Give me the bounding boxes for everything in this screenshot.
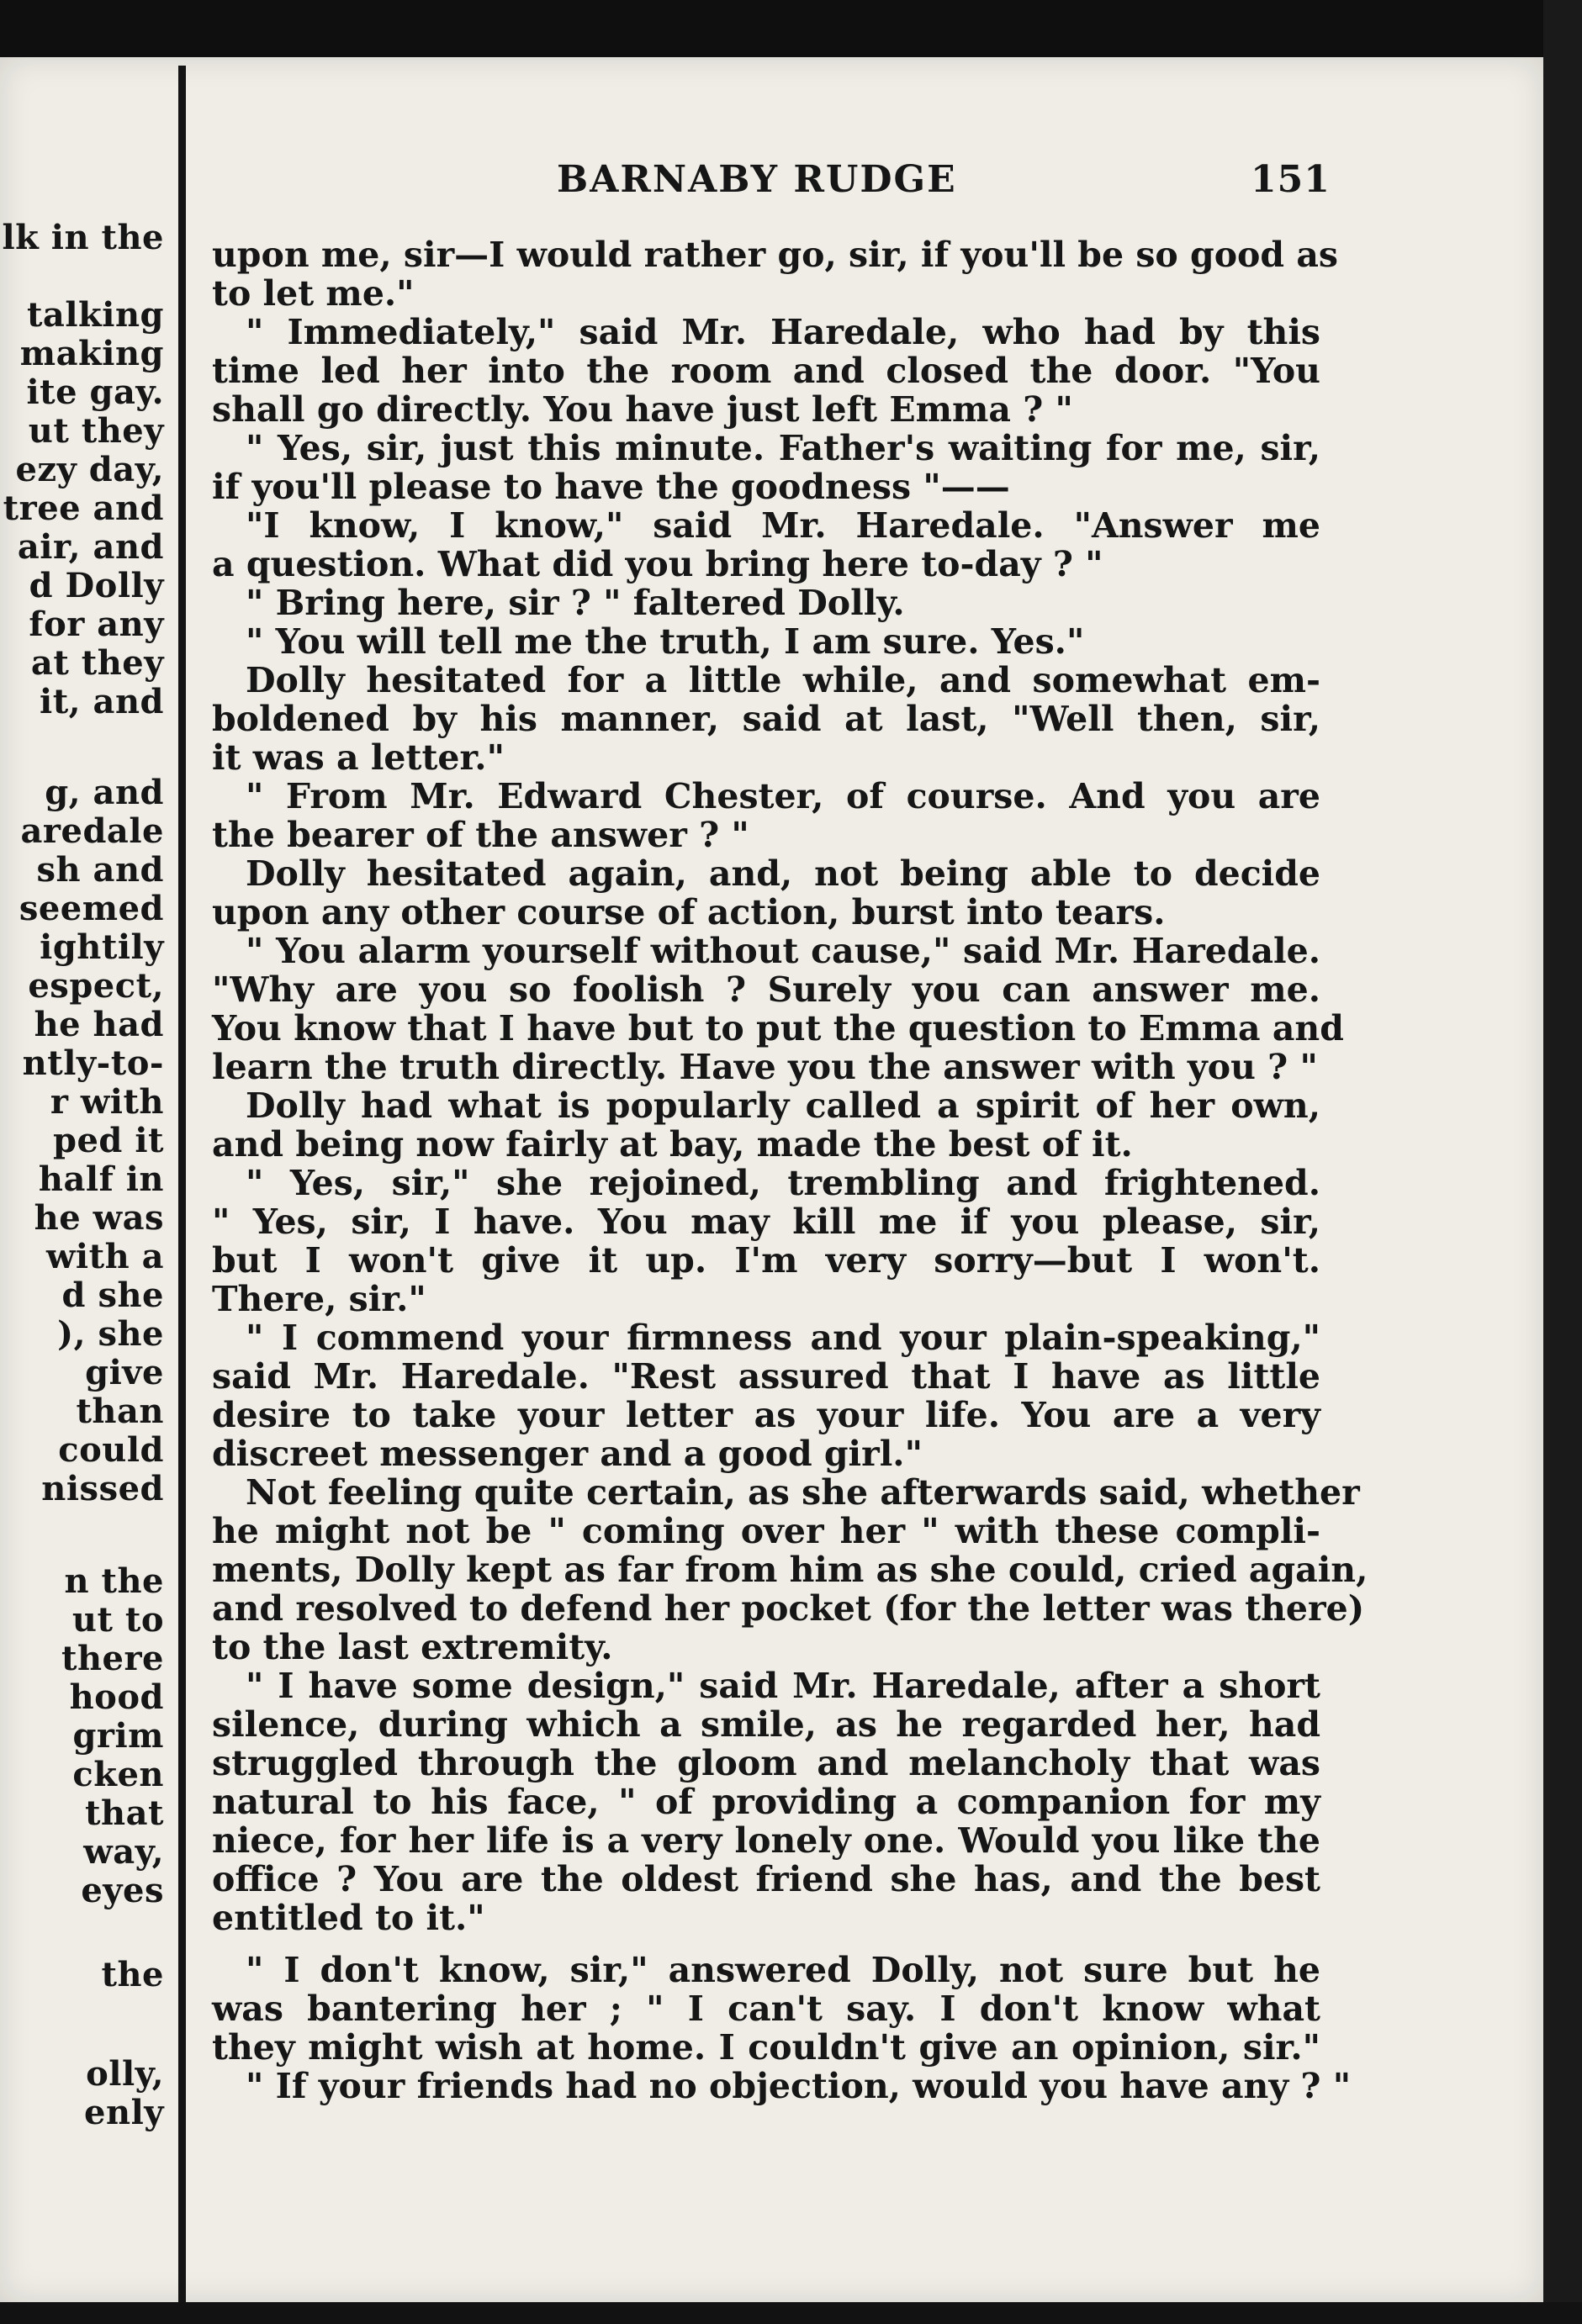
fragment-line: air, and [17, 527, 164, 567]
text-line: " I have some design," said Mr. Haredale, after a short [246, 1666, 1320, 1706]
text-line: natural to his face, " of providing a companion for my [212, 1782, 1320, 1822]
text-line: and being now fairly at bay, made the best of it. [212, 1124, 1133, 1165]
fragment-line: half in [38, 1159, 164, 1199]
fragment-line: he was [34, 1198, 164, 1238]
running-head-title: BARNABY RUDGE [557, 158, 957, 201]
text-line: Dolly hesitated again, and, not being able to decide [246, 853, 1320, 894]
fragment-line: way, [83, 1832, 164, 1872]
text-line: but I won't give it up. I'm very sorry—but I won't. [212, 1240, 1320, 1281]
fragment-line: could [58, 1430, 164, 1470]
text-line: " I don't know, sir," answered Dolly, not sure but he [246, 1950, 1320, 1990]
text-line: and resolved to defend her pocket (for the letter was there) [212, 1588, 1365, 1629]
fragment-line: d Dolly [29, 566, 164, 605]
text-line: if you'll please to have the goodness "—— [212, 467, 1010, 507]
text-line: learn the truth directly. Have you the answer with you ? " [212, 1047, 1318, 1087]
text-line: "I know, I know," said Mr. Haredale. "Answer me [246, 505, 1320, 546]
fragment-line: r with [50, 1082, 164, 1122]
text-line: There, sir." [212, 1279, 426, 1319]
fragment-line: ut they [28, 411, 164, 451]
fragment-line: ite gay. [26, 372, 164, 412]
text-line: You know that I have but to put the question to Emma and [212, 1008, 1344, 1048]
fragment-line: ntly-to- [22, 1043, 164, 1083]
fragment-line: aredale [20, 811, 164, 851]
text-line: to let me." [212, 273, 415, 314]
page-number: 151 [1251, 158, 1331, 201]
text-line: " Immediately," said Mr. Haredale, who had by this [246, 312, 1320, 352]
fragment-line: it, and [40, 682, 164, 721]
fragment-line: the [101, 1955, 164, 1994]
text-line: desire to take your letter as your life. You are a very [212, 1395, 1320, 1435]
fragment-line: d she [61, 1276, 164, 1315]
text-line: discreet messenger and a good girl." [212, 1434, 923, 1474]
text-line: Dolly had what is popularly called a spirit of her own, [246, 1085, 1320, 1126]
fragment-line: ), she [57, 1314, 164, 1354]
fragment-line: n the [64, 1561, 164, 1601]
fragment-line: ped it [53, 1121, 164, 1160]
text-line: to the last extremity. [212, 1627, 613, 1667]
page-gutter [178, 66, 186, 2302]
text-line: he might not be " coming over her " with these compli- [212, 1511, 1320, 1551]
fragment-line: espect, [28, 966, 164, 1006]
text-line: silence, during which a smile, as he regarded her, had [212, 1704, 1320, 1745]
fragment-line: grim [72, 1716, 164, 1756]
text-line: Dolly hesitated for a little while, and somewhat em- [246, 660, 1320, 700]
fragment-line: making [19, 334, 164, 373]
text-line: " If your friends had no objection, would you have any ? " [246, 2066, 1352, 2106]
fragment-line: seemed [19, 889, 164, 928]
fragment-line: eyes [81, 1871, 164, 1910]
text-line: " From Mr. Edward Chester, of course. And you are [246, 776, 1320, 816]
text-line: " Yes, sir, I have. You may kill me if you please, sir, [212, 1202, 1320, 1242]
text-line: was bantering her ; " I can't say. I don't know what [212, 1989, 1320, 2029]
fragment-line: that [85, 1793, 164, 1833]
text-line: " I commend your firmness and your plain-speaking," [246, 1318, 1320, 1358]
fragment-line: at they [30, 643, 164, 683]
fragment-line: for any [29, 605, 164, 644]
fragment-line: ut to [71, 1600, 164, 1640]
scan-right-border [1543, 0, 1582, 2324]
fragment-line: cken [72, 1755, 164, 1794]
text-line: " Yes, sir," she rejoined, trembling and frightened. [246, 1163, 1320, 1203]
text-line: " You will tell me the truth, I am sure. Yes." [246, 621, 1085, 662]
fragment-line: ightily [40, 927, 164, 967]
text-line: "Why are you so foolish ? Surely you can answer me. [212, 969, 1320, 1010]
text-line: " You alarm yourself without cause," said Mr. Haredale. [246, 931, 1320, 971]
fragment-line: he had [34, 1005, 164, 1044]
fragment-line: sh and [36, 850, 164, 890]
text-line: said Mr. Haredale. "Rest assured that I have as little [212, 1356, 1320, 1397]
text-line: entitled to it." [212, 1898, 485, 1938]
fragment-line: tree and [3, 489, 164, 528]
text-line: the bearer of the answer ? " [212, 815, 749, 855]
text-line: " Bring here, sir ? " faltered Dolly. [246, 583, 905, 623]
text-line: boldened by his manner, said at last, "Well then, sir, [212, 699, 1320, 739]
fragment-line: enly [84, 2093, 164, 2132]
scan-top-border [0, 0, 1582, 59]
fragment-line: talking [26, 295, 164, 335]
text-line: shall go directly. You have just left Emma ? " [212, 389, 1073, 430]
text-line: " Yes, sir, just this minute. Father's waiting for me, sir, [246, 428, 1320, 468]
text-line: ments, Dolly kept as far from him as she could, cried again, [212, 1550, 1368, 1590]
fragment-line: nissed [41, 1469, 164, 1508]
fragment-line: ezy day, [15, 450, 164, 489]
text-line: upon any other course of action, burst into tears. [212, 892, 1166, 932]
text-line: it was a letter." [212, 737, 505, 778]
fragment-line: give [85, 1353, 164, 1392]
fragment-line: there [61, 1639, 164, 1678]
fragment-line: with a [45, 1237, 164, 1276]
text-line: niece, for her life is a very lonely one. Would you like the [212, 1820, 1320, 1861]
fragment-line: g, and [45, 773, 164, 812]
fragment-line: than [76, 1392, 164, 1431]
fragment-line: hood [69, 1677, 164, 1717]
text-line: struggled through the gloom and melancholy that was [212, 1743, 1320, 1783]
fragment-line: lk in the [2, 218, 164, 257]
text-line: Not feeling quite certain, as she afterwards said, whether [246, 1472, 1360, 1513]
text-line: a question. What did you bring here to-day ? " [212, 544, 1103, 584]
text-line: office ? You are the oldest friend she has, and the best [212, 1859, 1320, 1899]
text-line: upon me, sir—I would rather go, sir, if you'll be so good as [212, 235, 1338, 275]
fragment-line: olly, [86, 2054, 164, 2094]
text-line: they might wish at home. I couldn't give an opinion, sir." [212, 2027, 1320, 2068]
text-line: time led her into the room and closed the door. "You [212, 351, 1320, 391]
scan-bottom-border [0, 2302, 1582, 2324]
